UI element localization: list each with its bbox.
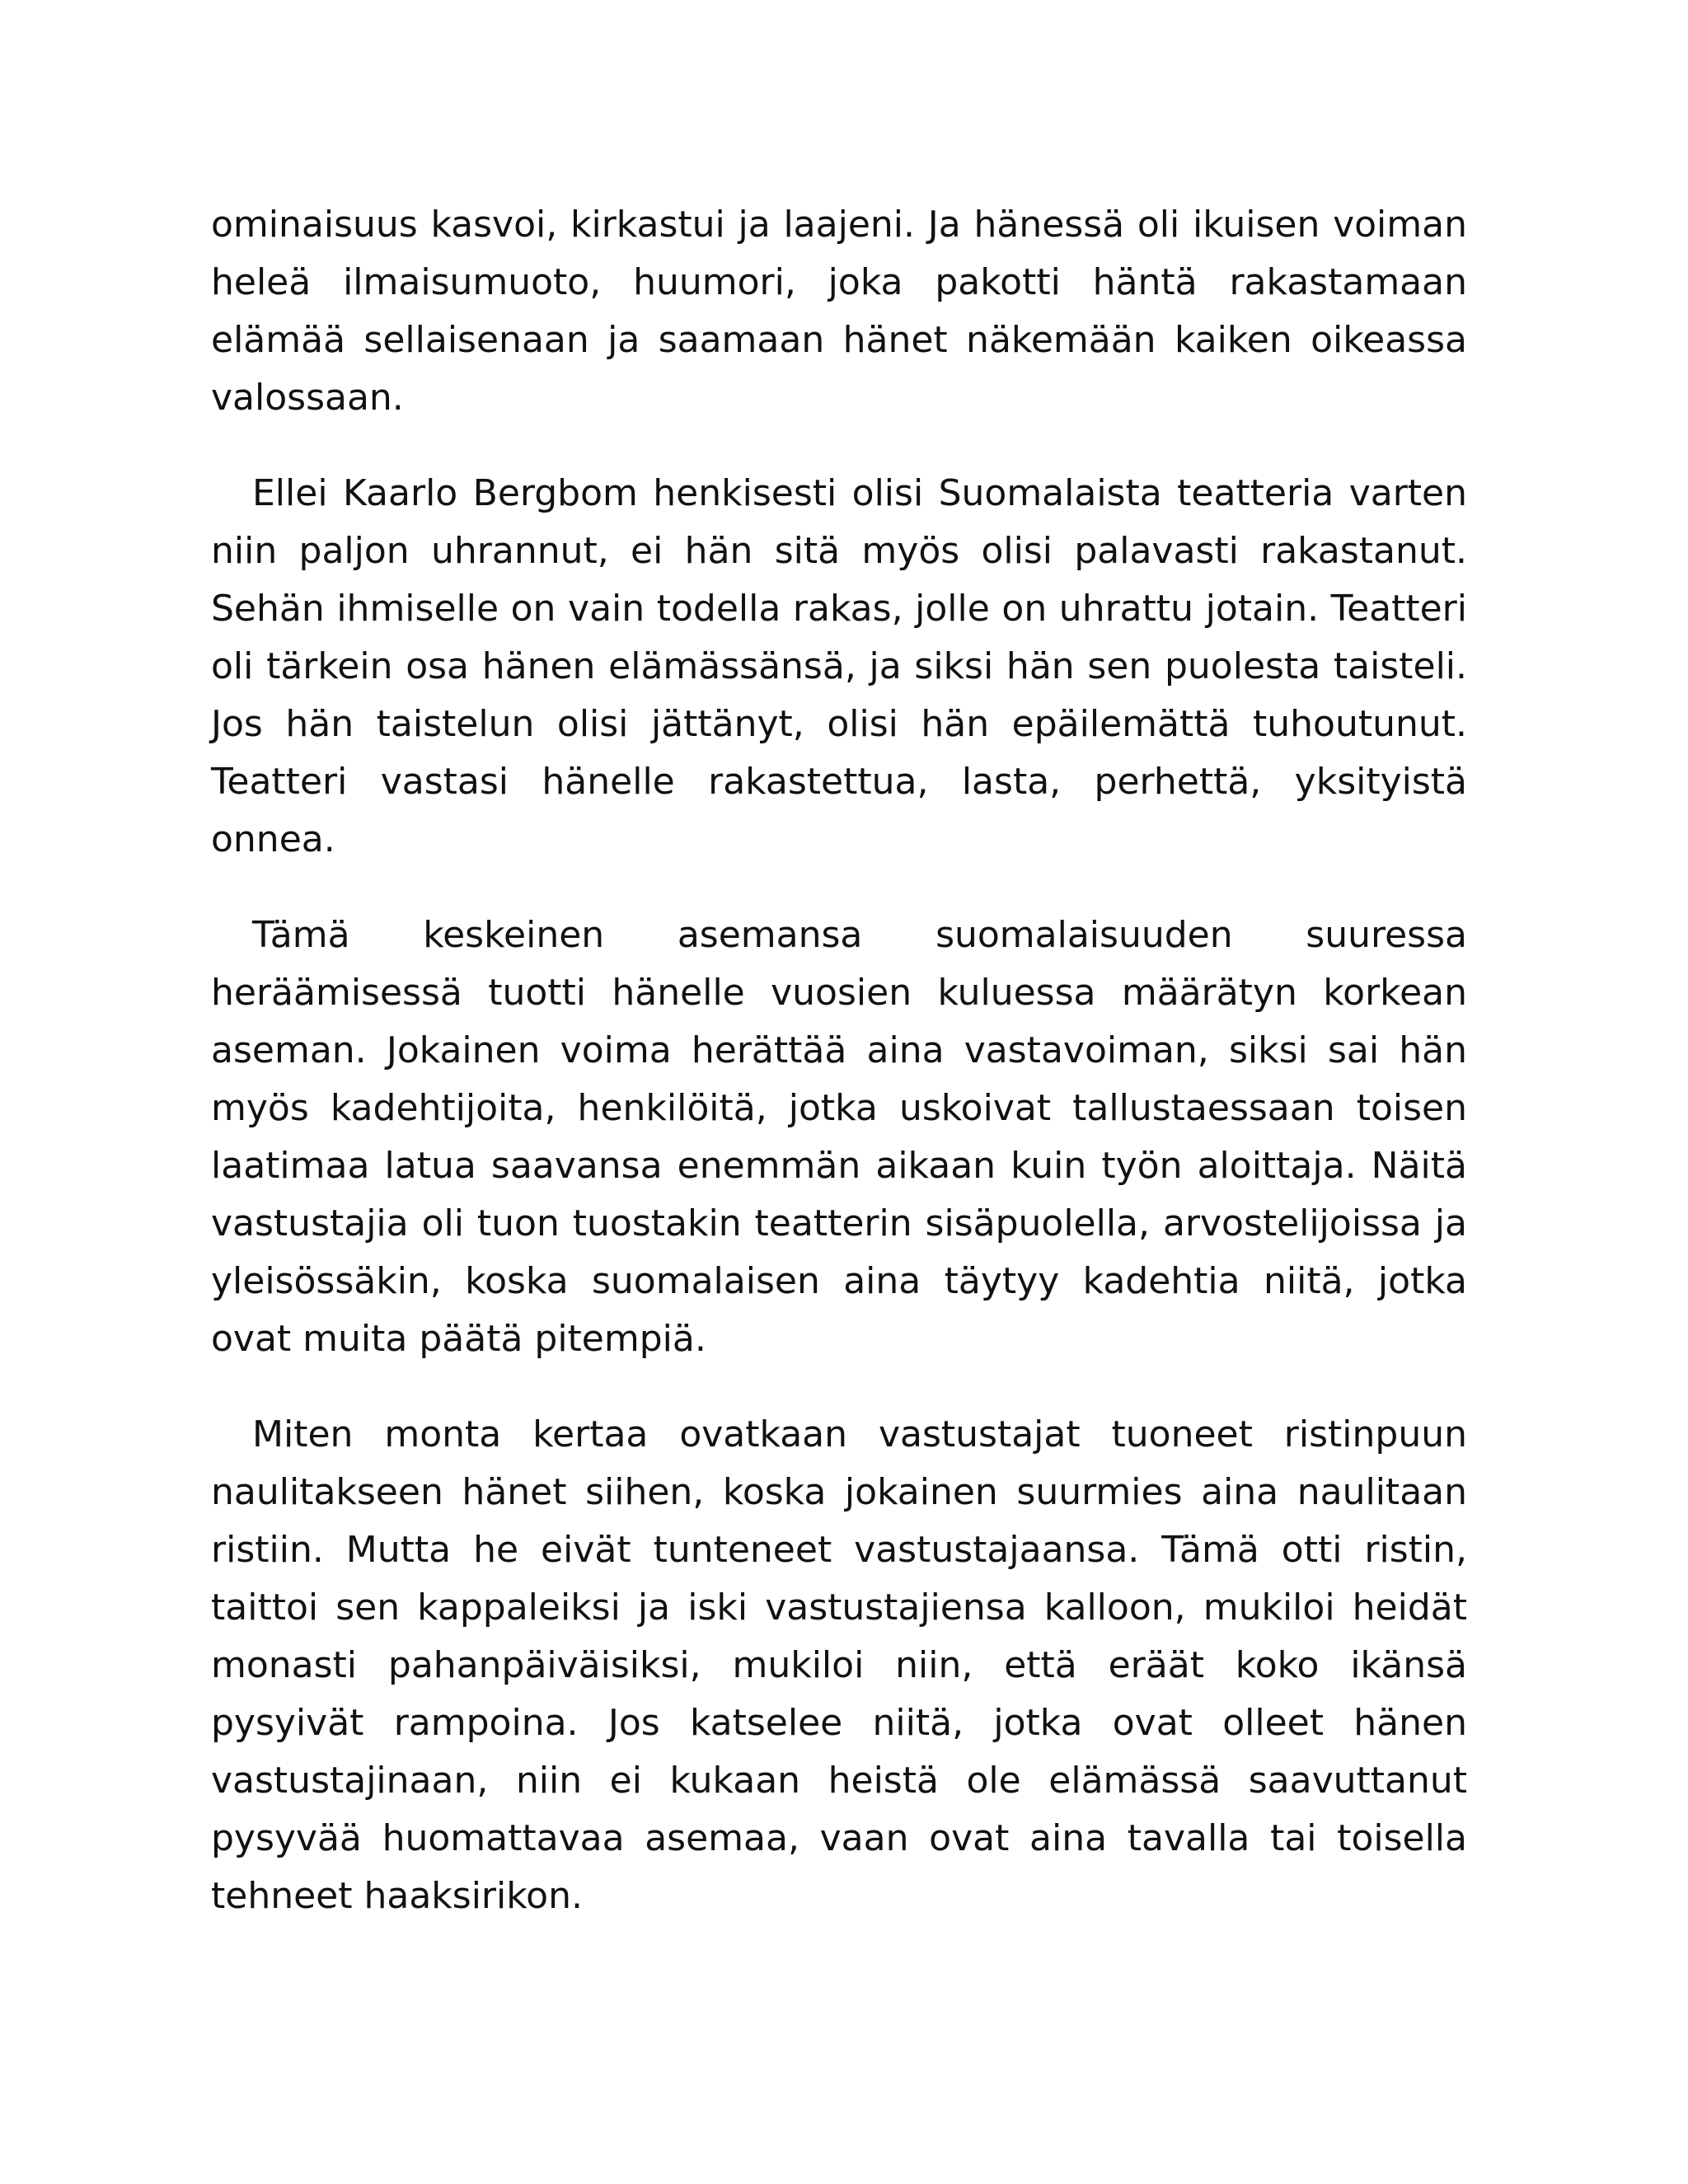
paragraph-1: ominaisuus kasvoi, kirkastui ja laajeni. Ja hänessä oli ikuisen voiman heleä ilmaisumuoto, huumori, joka pakotti häntä rakastamaan elämää sellaisenaan ja saamaan hänet näkemään kaiken oikeassa valossaan. bbox=[211, 204, 1467, 419]
paragraph-2: Ellei Kaarlo Bergbom henkisesti olisi Suomalaista teatteria varten niin paljon uhrannut, ei hän sitä myös olisi palavasti rakastanut. Sehän ihmiselle on vain todella rakas, jolle on uhrattu jotain. Teatteri oli tärkein osa hänen elämässänsä, ja siksi hän sen puolesta taisteli. Jos hän taistelun olisi jättänyt, olisi hän epäilemättä tuhoutunut. Teatteri vastasi hänelle rakastettua, lasta, perhettä, yksityistä onnea. bbox=[211, 472, 1467, 860]
body-text bbox=[211, 196, 1467, 1963]
paragraph-3: Tämä keskeinen asemansa suomalaisuuden suuressa heräämisessä tuotti hänelle vuosien kuluessa määrätyn korkean aseman. Jokainen voima herättää aina vastavoiman, siksi sai hän myös kadehtijoita, henkilöitä, jotka uskoivat tallustaessaan toisen laatimaa latua saavansa enemmän aikaan kuin työn aloittaja. Näitä vastustajia oli tuon tuostakin teatterin sisäpuolella, arvostelijoissa ja yleisössäkin, koska suomalaisen aina täytyy kadehtia niitä, jotka ovat muita päätä pitempiä. bbox=[211, 914, 1467, 1360]
paragraph-4: Miten monta kertaa ovatkaan vastustajat tuoneet ristinpuun naulitakseen hänet siihen, koska jokainen suurmies aina naulitaan ristiin. Mutta he eivät tunteneet vastustajaansa. Tämä otti ristin, taittoi sen kappaleiksi ja iski vastustajiensa kalloon, mukiloi heidät monasti pahanpäiväisiksi, mukiloi niin, että eräät koko ikänsä pysyivät rampoina. Jos katselee niitä, jotka ovat olleet hänen vastustajinaan, niin ei kukaan heistä ole elämässä saavuttanut pysyvää huomattavaa asemaa, vaan ovat aina tavalla tai toisella tehneet haaksirikon. bbox=[211, 1413, 1467, 1917]
